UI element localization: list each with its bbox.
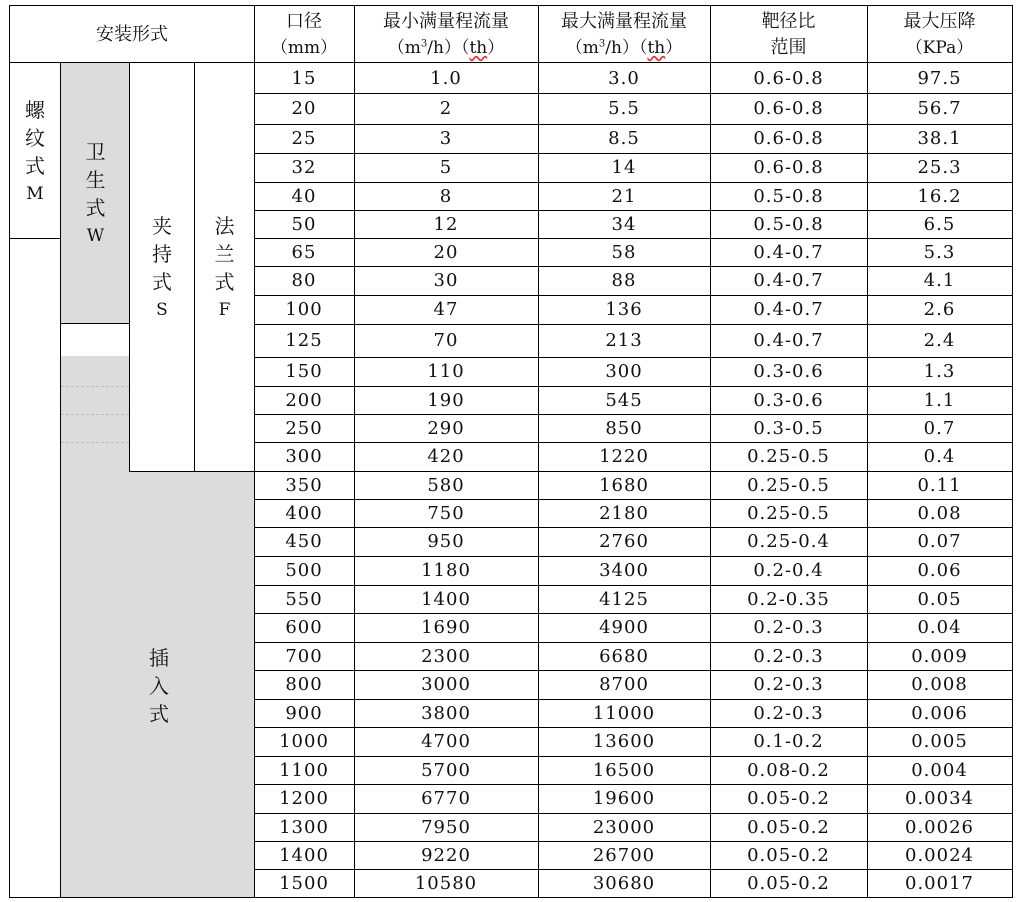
- cell-min: 70: [433, 330, 459, 351]
- type-sanitary-label: 卫 生 式 W: [85, 140, 106, 246]
- cell-ratio: 0.6-0.8: [753, 98, 824, 119]
- header-ratio: [710, 6, 867, 63]
- row-divider: [254, 153, 1013, 154]
- type-thread-label: 螺 纹 式 M: [25, 98, 45, 204]
- cell-ratio: 0.05-0.2: [747, 816, 830, 838]
- cell-max: 8700: [599, 674, 649, 695]
- cell-min: 950: [427, 531, 465, 552]
- border-top: [9, 5, 1013, 6]
- cell-ratio: 0.2-0.3: [753, 674, 824, 695]
- row-divider: [254, 238, 1013, 239]
- cell-dn: 150: [285, 361, 323, 382]
- border-bottom: [9, 897, 1013, 898]
- row-divider: [254, 266, 1013, 267]
- cell-dn: 32: [291, 157, 317, 178]
- cell-dp: 1.1: [923, 389, 956, 411]
- row-divider: [254, 414, 1013, 415]
- cell-max: 1220: [599, 446, 649, 467]
- cell-ratio: 0.4-0.7: [753, 330, 824, 351]
- cell-min: 10580: [414, 873, 478, 894]
- cell-min: 6770: [421, 788, 471, 809]
- cell-ratio: 0.4-0.7: [753, 299, 824, 320]
- cell-dn: 400: [285, 502, 323, 524]
- row-divider: [254, 527, 1013, 528]
- row-divider: [254, 670, 1013, 671]
- row-divider: [254, 386, 1013, 387]
- cell-dn: 125: [285, 330, 323, 351]
- header-diameter: [254, 6, 354, 63]
- header-max-flow-unit: $(m^3/h)(th)$: [565, 37, 683, 58]
- cell-dp: 1.3: [923, 361, 956, 382]
- header-diameter-line2: （mm）: [270, 37, 338, 58]
- cell-max: 213: [605, 330, 643, 351]
- cell-max: 2180: [599, 502, 649, 524]
- cell-dp: 0.0017: [905, 873, 974, 894]
- cell-min: 190: [427, 389, 465, 411]
- type-flange-label: 法 兰 式 F: [214, 214, 235, 320]
- cell-min: 4700: [421, 731, 471, 752]
- type-insert-label: 插 入 式: [149, 646, 169, 726]
- row-divider: [254, 442, 1013, 443]
- row-divider: [254, 727, 1013, 728]
- cell-max: 6680: [599, 645, 649, 667]
- cell-ratio: 0.2-0.3: [753, 702, 824, 724]
- cell-dn: 550: [285, 588, 323, 610]
- row-divider: [254, 813, 1013, 814]
- col-divider: [710, 5, 711, 898]
- type-clamp-label: 夹 持 式 S: [152, 214, 172, 320]
- row-divider: [254, 210, 1013, 211]
- cell-dn: 80: [291, 270, 317, 291]
- cell-dn: 350: [285, 474, 323, 496]
- cell-max: 58: [611, 241, 637, 263]
- cell-max: 8.5: [608, 128, 640, 149]
- cell-min: 2300: [421, 645, 471, 667]
- cell-dn: 65: [291, 241, 317, 263]
- cell-min: 3000: [421, 674, 471, 695]
- thread-bottom: [9, 238, 61, 239]
- cell-dn: 25: [291, 128, 317, 149]
- cell-dp: 0.009: [911, 645, 968, 667]
- row-divider: [254, 499, 1013, 500]
- cell-max: 2760: [599, 531, 649, 552]
- cell-max: 88: [611, 270, 637, 291]
- cell-max: 4125: [599, 588, 649, 610]
- cell-max: 850: [605, 417, 643, 439]
- faint-divider: [61, 414, 129, 415]
- row-divider: [254, 471, 1013, 472]
- cell-ratio: 0.05-0.2: [747, 788, 830, 809]
- cell-dp: 0.006: [911, 702, 968, 724]
- cell-dn: 1100: [279, 759, 329, 781]
- cell-min: 8: [439, 185, 453, 207]
- header-pressure-line1: 最大压降: [903, 10, 976, 32]
- cell-min: 30: [433, 270, 459, 291]
- sanitary-bottom: [60, 323, 130, 324]
- cell-min: 110: [427, 361, 465, 382]
- cell-min: 1690: [421, 617, 471, 638]
- header-install-type-text: 安装形式: [96, 23, 168, 45]
- cell-dp: 0.0024: [905, 844, 974, 866]
- cell-dp: 4.1: [923, 270, 956, 291]
- col-divider: [354, 5, 355, 898]
- cell-max: 11000: [592, 702, 656, 724]
- cell-max: 30680: [592, 873, 656, 894]
- cell-dp: 97.5: [917, 67, 962, 89]
- col-divider: [538, 5, 539, 898]
- cell-dn: 1500: [279, 873, 329, 894]
- cell-dn: 1200: [279, 788, 329, 809]
- row-divider: [254, 756, 1013, 757]
- row-divider: [254, 699, 1013, 700]
- faint-divider: [61, 442, 129, 443]
- cell-ratio: 0.2-0.4: [753, 560, 824, 581]
- cell-max: 136: [605, 299, 643, 320]
- border-right: [1012, 5, 1013, 898]
- header-ratio-line2: 范围: [770, 36, 807, 58]
- row-divider: [254, 295, 1013, 296]
- cell-max: 16500: [592, 759, 656, 781]
- header-min-flow-unit: $(m^3/h)(th)$: [387, 37, 505, 58]
- cell-ratio: 0.6-0.8: [753, 67, 824, 89]
- cell-dp: 56.7: [917, 98, 962, 119]
- header-ratio-line1: 靶径比: [761, 10, 816, 32]
- cell-dn: 250: [285, 417, 323, 439]
- cell-max: 3400: [599, 560, 649, 581]
- cell-ratio: 0.2-0.3: [753, 617, 824, 638]
- cell-dp: 16.2: [917, 185, 962, 207]
- cell-ratio: 0.6-0.8: [753, 157, 824, 178]
- cell-dp: 25.3: [917, 157, 962, 178]
- cell-min: 7950: [421, 816, 471, 838]
- cell-max: 26700: [592, 844, 656, 866]
- cell-min: 580: [427, 474, 465, 496]
- cell-dn: 800: [285, 674, 323, 695]
- cell-max: 13600: [592, 731, 656, 752]
- col-divider: [254, 5, 255, 898]
- header-divider: [9, 62, 1013, 63]
- cell-ratio: 0.4-0.7: [753, 270, 824, 291]
- cell-max: 14: [611, 157, 637, 178]
- cell-dp: 0.04: [917, 617, 962, 638]
- cell-ratio: 0.08-0.2: [747, 759, 830, 781]
- row-divider: [254, 784, 1013, 785]
- cell-max: 4900: [599, 617, 649, 638]
- cell-max: 21: [611, 185, 637, 207]
- cell-ratio: 0.5-0.8: [753, 185, 824, 207]
- cell-ratio: 0.4-0.7: [753, 241, 824, 263]
- row-divider: [254, 869, 1013, 870]
- cell-dn: 450: [285, 531, 323, 552]
- row-divider: [254, 324, 1013, 325]
- cell-min: 1.0: [430, 67, 462, 89]
- flange-left: [194, 63, 195, 471]
- cell-ratio: 0.05-0.2: [747, 844, 830, 866]
- cell-ratio: 0.25-0.5: [747, 446, 830, 467]
- cell-dn: 100: [285, 299, 323, 320]
- clamp-left: [129, 63, 130, 471]
- cell-min: 47: [433, 299, 459, 320]
- type-divider: [60, 63, 61, 898]
- cell-ratio: 0.25-0.4: [747, 531, 830, 552]
- cell-min: 20: [433, 241, 459, 263]
- header-max-flow: [538, 6, 710, 63]
- cell-dn: 20: [291, 98, 317, 119]
- header-install-type: [10, 6, 254, 63]
- row-divider: [254, 357, 1013, 358]
- cell-dp: 6.5: [923, 213, 956, 235]
- cell-min: 5: [439, 157, 453, 178]
- cell-ratio: 0.05-0.2: [747, 873, 830, 894]
- header-pressure: [867, 6, 1012, 63]
- cell-min: 3800: [421, 702, 471, 724]
- cell-dn: 200: [285, 389, 323, 411]
- cell-dp: 2.4: [923, 330, 956, 351]
- header-diameter-line1: 口径: [286, 10, 322, 32]
- row-divider: [254, 841, 1013, 842]
- cell-dn: 700: [285, 645, 323, 667]
- cell-min: 5700: [421, 759, 471, 781]
- cell-ratio: 0.2-0.3: [753, 645, 824, 667]
- cell-dn: 900: [285, 702, 323, 724]
- cell-dp: 0.004: [911, 759, 968, 781]
- cell-min: 290: [427, 417, 465, 439]
- row-divider: [254, 585, 1013, 586]
- cell-dn: 500: [285, 560, 323, 581]
- cell-dn: 300: [285, 446, 323, 467]
- cell-dp: 0.05: [917, 588, 962, 610]
- cell-dp: 0.08: [917, 502, 962, 524]
- cell-dp: 0.0034: [905, 788, 974, 809]
- cell-dn: 600: [285, 617, 323, 638]
- row-divider: [254, 93, 1013, 94]
- cell-min: 3: [439, 128, 453, 149]
- header-pressure-line2: （KPa）: [905, 37, 974, 58]
- cell-ratio: 0.3-0.6: [753, 389, 824, 411]
- cell-dp: 0.005: [911, 731, 968, 752]
- cell-max: 5.5: [608, 98, 640, 119]
- row-divider: [254, 613, 1013, 614]
- cell-ratio: 0.6-0.8: [753, 128, 824, 149]
- cell-dn: 1400: [279, 844, 329, 866]
- cell-dp: 2.6: [923, 299, 956, 320]
- cell-dn: 50: [291, 213, 317, 235]
- cell-max: 19600: [592, 788, 656, 809]
- cell-ratio: 0.5-0.8: [753, 213, 824, 235]
- cell-max: 3.0: [608, 67, 640, 89]
- row-divider: [254, 556, 1013, 557]
- cell-max: 23000: [592, 816, 656, 838]
- row-divider: [254, 642, 1013, 643]
- cell-dp: 0.11: [917, 474, 962, 496]
- col-divider: [867, 5, 868, 898]
- row-divider: [254, 182, 1013, 183]
- cell-ratio: 0.3-0.6: [753, 361, 824, 382]
- cell-ratio: 0.3-0.5: [753, 417, 824, 439]
- cell-dp: 0.4: [923, 446, 956, 467]
- cell-max: 545: [605, 389, 643, 411]
- header-min-flow: [354, 6, 538, 63]
- cell-min: 12: [433, 213, 459, 235]
- cell-dn: 1300: [279, 816, 329, 838]
- cell-min: 2: [439, 98, 453, 119]
- cell-max: 300: [605, 361, 643, 382]
- header-min-flow-line1: 最小满量程流量: [383, 10, 509, 32]
- cell-min: 1180: [421, 560, 471, 581]
- cell-dp: 38.1: [917, 128, 962, 149]
- border-left: [9, 5, 10, 898]
- row-divider: [254, 124, 1013, 125]
- cell-dn: 40: [291, 185, 317, 207]
- cell-dp: 0.0026: [905, 816, 974, 838]
- cell-min: 9220: [421, 844, 471, 866]
- faint-divider: [61, 386, 129, 387]
- cell-ratio: 0.1-0.2: [753, 731, 824, 752]
- cell-ratio: 0.25-0.5: [747, 502, 830, 524]
- cell-max: 34: [611, 213, 637, 235]
- cell-ratio: 0.25-0.5: [747, 474, 830, 496]
- insert-top: [129, 471, 255, 472]
- cell-dp: 0.07: [917, 531, 962, 552]
- cell-dp: 0.06: [917, 560, 962, 581]
- cell-max: 1680: [599, 474, 649, 496]
- cell-min: 420: [427, 446, 465, 467]
- cell-dp: 5.3: [923, 241, 956, 263]
- header-max-flow-line1: 最大满量程流量: [561, 10, 687, 32]
- cell-ratio: 0.2-0.35: [747, 588, 830, 610]
- cell-dp: 0.008: [911, 674, 968, 695]
- cell-dp: 0.7: [923, 417, 956, 439]
- cell-min: 750: [427, 502, 465, 524]
- cell-min: 1400: [421, 588, 471, 610]
- cell-dn: 1000: [279, 731, 329, 752]
- cell-dn: 15: [291, 67, 317, 89]
